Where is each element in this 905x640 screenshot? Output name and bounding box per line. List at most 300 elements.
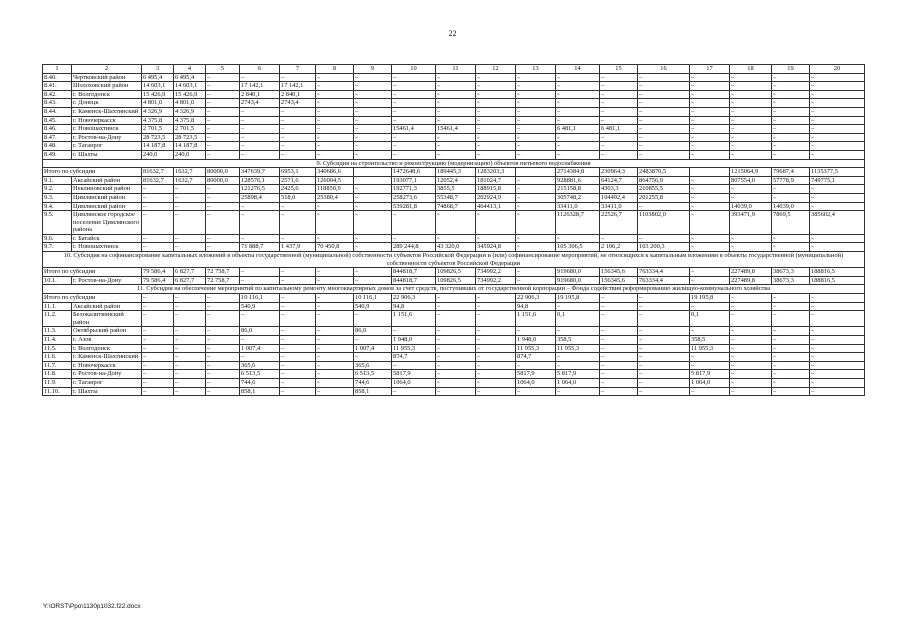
amount-cell: –	[476, 234, 516, 243]
amount-cell: –	[772, 142, 810, 151]
amount-cell: 1 437,9	[280, 243, 316, 252]
amount-cell: –	[516, 387, 556, 396]
amount-cell: –	[316, 370, 354, 379]
amount-cell: 2743,4	[240, 99, 280, 108]
row-number: 11.9.	[43, 378, 72, 387]
amount-cell: –	[436, 142, 476, 151]
amount-cell: 464413,1	[476, 202, 516, 211]
amount-cell: –	[730, 387, 772, 396]
amount-cell: –	[638, 302, 690, 311]
amount-cell: –	[556, 142, 600, 151]
amount-cell: 1 064,0	[556, 378, 600, 387]
amount-cell: –	[772, 387, 810, 396]
amount-cell: –	[638, 311, 690, 327]
row-number: 8.41.	[43, 82, 72, 91]
amount-cell: –	[316, 268, 354, 277]
amount-cell: –	[690, 353, 730, 362]
amount-cell: –	[476, 378, 516, 387]
amount-cell: –	[206, 327, 240, 336]
municipality-name: г. Новошахтинск	[72, 243, 142, 252]
amount-cell: –	[240, 211, 280, 235]
amount-cell: –	[354, 150, 392, 159]
amount-cell: 6 495,4	[174, 73, 206, 82]
amount-cell: –	[436, 336, 476, 345]
municipality-name: Цимлянское городское поселение Цимлянского района	[72, 211, 142, 235]
amount-cell: 10 116,1	[354, 294, 392, 303]
amount-cell: 874,7	[392, 353, 436, 362]
amount-cell: –	[206, 302, 240, 311]
amount-cell: 14 603,1	[142, 82, 174, 91]
amount-cell: –	[516, 276, 556, 285]
amount-cell: 80000,0	[206, 168, 240, 177]
amount-cell: –	[810, 378, 865, 387]
amount-cell: –	[772, 193, 810, 202]
amount-cell: 844818,7	[392, 276, 436, 285]
amount-cell: 22 906,3	[516, 294, 556, 303]
amount-cell: –	[280, 370, 316, 379]
amount-cell: 744,6	[354, 378, 392, 387]
amount-cell: –	[772, 336, 810, 345]
amount-cell: –	[240, 202, 280, 211]
amount-cell: 86,0	[240, 327, 280, 336]
amount-cell: –	[476, 344, 516, 353]
amount-cell: –	[206, 99, 240, 108]
amount-cell: –	[556, 107, 600, 116]
amount-cell: 210855,5	[638, 185, 690, 194]
amount-cell: –	[772, 185, 810, 194]
amount-cell: 763334,4	[638, 276, 690, 285]
amount-cell: 864756,9	[638, 176, 690, 185]
amount-cell: –	[354, 336, 392, 345]
amount-cell: 5817,9	[516, 370, 556, 379]
amount-cell: –	[476, 116, 516, 125]
amount-cell: –	[206, 202, 240, 211]
amount-cell: 15 426,9	[142, 90, 174, 99]
amount-cell: –	[316, 276, 354, 285]
amount-cell: –	[600, 294, 638, 303]
amount-cell: –	[600, 378, 638, 387]
amount-cell: –	[240, 353, 280, 362]
amount-cell: –	[174, 387, 206, 396]
amount-cell: –	[516, 327, 556, 336]
municipality-name: г. Волгодонск	[72, 90, 142, 99]
table-row	[43, 73, 865, 82]
amount-cell: –	[772, 378, 810, 387]
section-heading: 11. Субсидия на обеспечение мероприятий по капитальному ремонту многоквартирных домов за счет средств, поступивших от государственной корпорации – Фонда содействия реформированию жилищно-коммунального хозяйства	[43, 285, 865, 294]
amount-cell: –	[810, 185, 865, 194]
amount-cell: –	[516, 99, 556, 108]
municipality-name: г. Ростов-на-Дону	[72, 276, 142, 285]
amount-cell: –	[174, 336, 206, 345]
row-number: 11.3.	[43, 327, 72, 336]
municipality-name: Шолоховский район	[72, 82, 142, 91]
amount-cell: –	[600, 302, 638, 311]
amount-cell: 81632,7	[142, 168, 174, 177]
amount-cell: –	[316, 202, 354, 211]
amount-cell: –	[316, 311, 354, 327]
amount-cell: –	[476, 73, 516, 82]
amount-cell: –	[690, 276, 730, 285]
row-number: 11.5.	[43, 344, 72, 353]
amount-cell: –	[280, 311, 316, 327]
amount-cell: 11 955,3	[690, 344, 730, 353]
table-row	[43, 276, 865, 285]
amount-cell: 94,8	[392, 302, 436, 311]
amount-cell: 72 758,7	[206, 268, 240, 277]
amount-cell: –	[280, 294, 316, 303]
amount-cell	[354, 176, 392, 185]
column-number: 15	[600, 65, 638, 74]
amount-cell: 188816,5	[810, 268, 865, 277]
amount-cell: 6 827,7	[174, 268, 206, 277]
row-number: 8.43.	[43, 99, 72, 108]
amount-cell: –	[810, 99, 865, 108]
amount-cell: 109826,5	[436, 276, 476, 285]
amount-cell: –	[600, 90, 638, 99]
amount-cell: 5 817,9	[690, 370, 730, 379]
amount-cell: 2 701,5	[142, 125, 174, 134]
amount-cell: –	[690, 387, 730, 396]
amount-cell: –	[476, 370, 516, 379]
amount-cell: 1 948,0	[516, 336, 556, 345]
amount-cell: 6 495,4	[142, 73, 174, 82]
amount-cell: –	[354, 311, 392, 327]
amount-cell: 80000,0	[206, 176, 240, 185]
amount-cell: 14 187,8	[174, 142, 206, 151]
amount-cell: –	[206, 82, 240, 91]
amount-cell: 6 513,5	[354, 370, 392, 379]
table-row	[43, 311, 865, 327]
amount-cell: –	[436, 73, 476, 82]
row-number: 9.3.	[43, 193, 72, 202]
amount-cell: –	[810, 193, 865, 202]
amount-cell: –	[354, 185, 392, 194]
amount-cell: 188816,5	[810, 276, 865, 285]
amount-cell: –	[476, 311, 516, 327]
amount-cell: –	[690, 99, 730, 108]
municipality-name: Чертковский район	[72, 73, 142, 82]
amount-cell: –	[392, 116, 436, 125]
amount-cell: –	[690, 142, 730, 151]
amount-cell: 0,1	[556, 311, 600, 327]
amount-cell: –	[206, 90, 240, 99]
amount-cell: –	[772, 116, 810, 125]
amount-cell	[516, 168, 556, 177]
amount-cell: 103 200,3	[638, 243, 690, 252]
amount-cell: –	[142, 234, 174, 243]
amount-cell: –	[142, 311, 174, 327]
amount-cell: –	[690, 193, 730, 202]
amount-cell: 57778,9	[772, 176, 810, 185]
amount-cell: –	[316, 294, 354, 303]
column-number: 10	[392, 65, 436, 74]
amount-cell: –	[476, 361, 516, 370]
amount-cell: –	[174, 193, 206, 202]
amount-cell: –	[600, 234, 638, 243]
amount-cell: –	[730, 336, 772, 345]
amount-cell: –	[516, 211, 556, 235]
amount-cell: –	[556, 99, 600, 108]
amount-cell: 38673,3	[772, 276, 810, 285]
amount-cell: 14 187,8	[142, 142, 174, 151]
amount-cell: –	[436, 353, 476, 362]
amount-cell: –	[730, 361, 772, 370]
amount-cell: –	[810, 90, 865, 99]
amount-cell: 11 955,3	[392, 344, 436, 353]
column-number: 12	[476, 65, 516, 74]
amount-cell: –	[810, 82, 865, 91]
amount-cell: –	[772, 82, 810, 91]
amount-cell: –	[142, 302, 174, 311]
amount-cell: –	[556, 150, 600, 159]
amount-cell: –	[174, 234, 206, 243]
municipality-name: г. Донецк	[72, 99, 142, 108]
amount-cell: –	[436, 370, 476, 379]
amount-cell: 25380,4	[316, 193, 354, 202]
amount-cell: –	[436, 327, 476, 336]
amount-cell: –	[810, 107, 865, 116]
amount-cell: –	[810, 311, 865, 327]
table-row	[43, 193, 865, 202]
amount-cell: –	[810, 294, 865, 303]
amount-cell: –	[142, 336, 174, 345]
municipality-name: г. Новочеркасск	[72, 361, 142, 370]
amount-cell: –	[730, 344, 772, 353]
amount-cell: –	[772, 327, 810, 336]
amount-cell: –	[354, 73, 392, 82]
column-number: 4	[174, 65, 206, 74]
section-heading-row	[43, 252, 865, 268]
amount-cell: –	[174, 344, 206, 353]
municipality-name: г. Таганрог	[72, 142, 142, 151]
amount-cell: –	[206, 387, 240, 396]
amount-cell: –	[772, 234, 810, 243]
amount-cell: 5 817,9	[556, 370, 600, 379]
amount-cell: –	[638, 327, 690, 336]
amount-cell: –	[810, 202, 865, 211]
amount-cell: –	[316, 327, 354, 336]
amount-cell: 919680,0	[556, 276, 600, 285]
amount-cell: –	[174, 311, 206, 327]
amount-cell: 1 151,6	[516, 311, 556, 327]
amount-cell: 81632,7	[142, 176, 174, 185]
amount-cell: –	[206, 185, 240, 194]
amount-cell: –	[730, 125, 772, 134]
amount-cell: –	[142, 185, 174, 194]
amount-cell: –	[690, 107, 730, 116]
amount-cell: –	[280, 361, 316, 370]
row-number: 9.2.	[43, 185, 72, 194]
amount-cell: 393471,9	[730, 211, 772, 235]
amount-cell: –	[206, 361, 240, 370]
budget-table-body	[43, 65, 865, 396]
amount-cell: 22526,7	[600, 211, 638, 235]
amount-cell: 25898,4	[240, 193, 280, 202]
amount-cell: 2 840,1	[240, 90, 280, 99]
amount-cell: 105 306,5	[556, 243, 600, 252]
amount-cell: 4 801,0	[174, 99, 206, 108]
amount-cell: 844818,7	[392, 268, 436, 277]
amount-cell: –	[240, 133, 280, 142]
amount-cell: 365,6	[240, 361, 280, 370]
amount-cell: –	[280, 73, 316, 82]
municipality-name: г. Таганрог	[72, 378, 142, 387]
table-row	[43, 361, 865, 370]
amount-cell: –	[516, 107, 556, 116]
amount-cell: –	[772, 294, 810, 303]
amount-cell: 2571,6	[280, 176, 316, 185]
amount-cell: 540,9	[354, 302, 392, 311]
section-heading-row	[43, 285, 865, 294]
table-row	[43, 336, 865, 345]
amount-cell: –	[730, 142, 772, 151]
amount-cell: –	[316, 90, 354, 99]
amount-cell: –	[206, 150, 240, 159]
amount-cell: 4 375,8	[174, 116, 206, 125]
amount-cell: 79 586,4	[142, 276, 174, 285]
amount-cell: –	[730, 327, 772, 336]
amount-cell: –	[690, 82, 730, 91]
amount-cell: –	[638, 99, 690, 108]
amount-cell: –	[240, 234, 280, 243]
amount-cell: –	[600, 336, 638, 345]
amount-cell: –	[174, 361, 206, 370]
amount-cell: –	[638, 344, 690, 353]
row-number: 8.46.	[43, 125, 72, 134]
amount-cell: 2 840,1	[280, 90, 316, 99]
amount-cell: 201255,8	[638, 193, 690, 202]
amount-cell: –	[600, 116, 638, 125]
amount-cell: –	[730, 243, 772, 252]
amount-cell: –	[240, 142, 280, 151]
column-number: 6	[240, 65, 280, 74]
amount-cell: –	[772, 302, 810, 311]
amount-cell: –	[810, 125, 865, 134]
row-number: 11.8.	[43, 370, 72, 379]
amount-cell: 215158,8	[556, 185, 600, 194]
column-number: 17	[690, 65, 730, 74]
amount-cell: 94,8	[516, 302, 556, 311]
amount-cell: 15461,4	[436, 125, 476, 134]
amount-cell: –	[600, 73, 638, 82]
column-number: 1	[43, 65, 72, 74]
amount-cell: –	[638, 82, 690, 91]
amount-cell: –	[556, 327, 600, 336]
table-row	[43, 185, 865, 194]
amount-cell: –	[638, 73, 690, 82]
amount-cell: 358,5	[690, 336, 730, 345]
row-number: 11.2.	[43, 311, 72, 327]
row-number: 8.42.	[43, 90, 72, 99]
amount-cell: –	[206, 311, 240, 327]
total-label: Итого по субсидии	[43, 268, 142, 277]
amount-cell: –	[556, 302, 600, 311]
amount-cell: 109826,5	[436, 268, 476, 277]
amount-cell: –	[600, 99, 638, 108]
amount-cell: 71 888,7	[240, 243, 280, 252]
amount-cell: 156345,6	[600, 268, 638, 277]
municipality-name: Аксайский район	[72, 176, 142, 185]
table-row	[43, 116, 865, 125]
amount-cell: 1 151,6	[392, 311, 436, 327]
amount-cell: –	[638, 234, 690, 243]
amount-cell: –	[392, 387, 436, 396]
amount-cell: –	[280, 327, 316, 336]
amount-cell: –	[638, 116, 690, 125]
amount-cell: –	[316, 150, 354, 159]
row-number: 11.7.	[43, 361, 72, 370]
amount-cell: 858,1	[240, 387, 280, 396]
amount-cell: –	[690, 211, 730, 235]
section-heading-row	[43, 159, 865, 168]
amount-cell: 43 320,0	[436, 243, 476, 252]
amount-cell: 340686,6	[316, 168, 354, 177]
amount-cell: –	[280, 133, 316, 142]
amount-cell: –	[600, 150, 638, 159]
amount-cell: –	[280, 150, 316, 159]
amount-cell: –	[436, 133, 476, 142]
column-number: 7	[280, 65, 316, 74]
amount-cell: –	[280, 302, 316, 311]
amount-cell: –	[476, 125, 516, 134]
municipality-name: г. Каменск-Шахтинский	[72, 353, 142, 362]
municipality-name: Цимлянский район	[72, 202, 142, 211]
amount-cell: –	[174, 370, 206, 379]
amount-cell: –	[316, 211, 354, 235]
amount-cell: 518,0	[280, 193, 316, 202]
amount-cell: –	[690, 268, 730, 277]
amount-cell: 33411,0	[600, 202, 638, 211]
table-row	[43, 142, 865, 151]
amount-cell: 1103802,0	[638, 211, 690, 235]
amount-cell: –	[206, 193, 240, 202]
amount-cell: –	[316, 116, 354, 125]
amount-cell: –	[556, 387, 600, 396]
amount-cell: 0,1	[690, 311, 730, 327]
amount-cell: –	[556, 361, 600, 370]
amount-cell: 227489,8	[730, 268, 772, 277]
amount-cell: –	[772, 344, 810, 353]
row-number: 9.1.	[43, 176, 72, 185]
amount-cell: –	[206, 107, 240, 116]
amount-cell: –	[392, 150, 436, 159]
amount-cell: –	[354, 211, 392, 235]
amount-cell: –	[392, 327, 436, 336]
amount-cell: –	[600, 344, 638, 353]
table-row	[43, 150, 865, 159]
amount-cell: –	[316, 82, 354, 91]
amount-cell: –	[690, 176, 730, 185]
amount-cell: –	[638, 107, 690, 116]
amount-cell: –	[240, 107, 280, 116]
amount-cell: –	[142, 378, 174, 387]
table-row	[43, 133, 865, 142]
amount-cell: 2 701,5	[174, 125, 206, 134]
amount-cell: –	[690, 185, 730, 194]
amount-cell: –	[206, 336, 240, 345]
amount-cell: –	[516, 116, 556, 125]
amount-cell: 230964,3	[600, 168, 638, 177]
amount-cell: 734992,2	[476, 268, 516, 277]
row-number: 8.49.	[43, 150, 72, 159]
amount-cell: –	[280, 378, 316, 387]
section-heading: 9. Субсидия на строительство и реконструкцию (модернизацию) объектов питьевого водоснабжения	[43, 159, 865, 168]
amount-cell: –	[436, 150, 476, 159]
amount-cell: 192771,3	[392, 185, 436, 194]
amount-cell: 289 244,8	[392, 243, 436, 252]
amount-cell: 22 906,3	[392, 294, 436, 303]
row-number: 9.7.	[43, 243, 72, 252]
